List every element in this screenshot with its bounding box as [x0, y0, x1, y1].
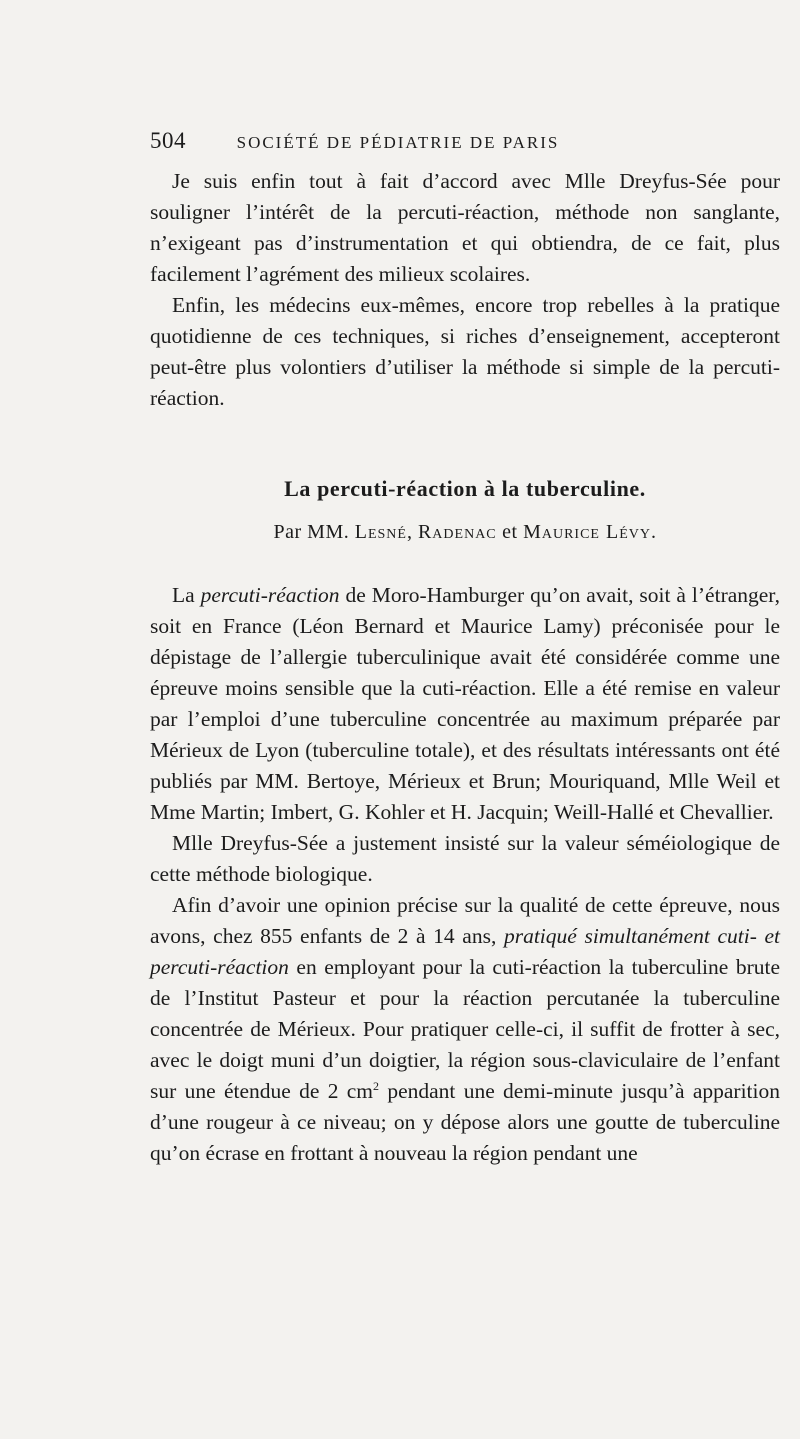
page-header	[150, 128, 650, 154]
paragraph: Enfin, les médecins eux-mêmes, encore trop rebelles à la pratique quotidienne de ces techniques, si riches d’enseignement, accepteront peut-être plus volontiers d’utiliser la méthode si simple de la percuti-réaction.	[150, 293, 780, 410]
running-head: SOCIÉTÉ DE PÉDIATRIE DE PARIS	[236, 133, 560, 152]
page-number: 504	[150, 128, 186, 153]
article-body	[150, 580, 780, 1169]
byline-suffix: .	[650, 521, 657, 543]
author-name: Maurice Lévy	[523, 521, 651, 543]
author-name: Radenac	[417, 521, 497, 543]
paragraph: La percuti-réaction de Moro-Hamburger qu’on avait, soit à l’étranger, soit en France (Léon Bernard et Maurice Lamy) préconisée pour le dépistage de l’allergie tuberculinique avait été considérée comme une épreuve moins sensible que la cuti-réaction. Elle a été remise en valeur par l’emploi d’une tuberculine concentrée au maximum préparée par Mérieux de Lyon (tuberculine totale), et des résultats intéressants ont été publiés par MM. Bertoye, Mérieux et Brun; Mouriquand, Mlle Weil et Mme Martin; Imbert, G. Kohler et H. Jacquin; Weill-Hallé et Chevallier.	[150, 583, 780, 824]
paragraph: Je suis enfin tout à fait d’accord avec Mlle Dreyfus-Sée pour souligner l’intérêt de la percuti-réaction, méthode non sanglante, n’exigeant pas d’instrumentation et qui obtiendra, de ce fait, plus facilement l’agrément des milieux scolaires.	[150, 169, 780, 286]
italic-phrase: pratiqué simultanément cuti- et percuti-réaction	[150, 924, 781, 979]
article-byline	[150, 521, 780, 544]
article-title: La percuti-réaction à la tuberculine.	[284, 476, 646, 501]
byline-conjunction: et	[502, 521, 518, 543]
italic-term: percuti-réaction	[200, 583, 340, 607]
superscript: 2	[373, 1078, 380, 1093]
byline-separator: ,	[406, 521, 413, 543]
intro-text-block	[150, 166, 780, 414]
author-name: Lesné	[354, 521, 407, 543]
byline-prefix: Par MM.	[273, 521, 350, 543]
paragraph: Afin d’avoir une opinion précise sur la qualité de cette épreuve, nous avons, chez 855 enfants de 2 à 14 ans, pratiqué simultanément cuti- et percuti-réaction en employant pour la cuti-réaction la tuberculine brute de l’Institut Pasteur et pour la réaction percutanée la tuberculine concentrée de Mérieux. Pour pratiquer celle-ci, il suffit de frotter à sec, avec le doigt muni d’un doigtier, la région sous-claviculaire de l’enfant sur une étendue de 2 $cm^2$ pendant une demi-minute jusqu’à apparition d’une rougeur à ce niveau; on y dépose alors une goutte de tuberculine qu’on écrase en frottant à nouveau la région pendant une	[150, 893, 781, 1165]
paragraph: Mlle Dreyfus-Sée a justement insisté sur la valeur séméiologique de cette méthode biologique.	[150, 831, 780, 886]
